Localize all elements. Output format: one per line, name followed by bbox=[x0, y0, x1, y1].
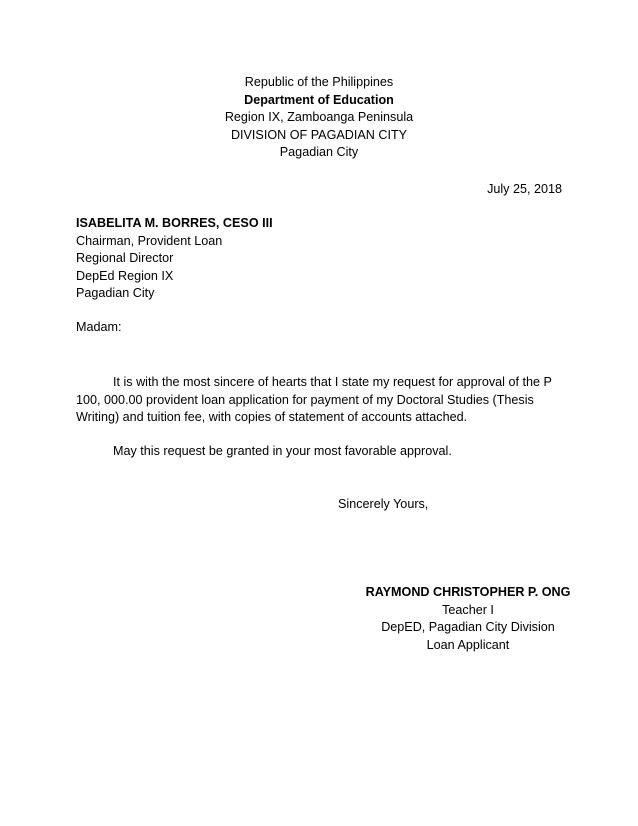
recipient-name: ISABELITA M. BORRES, CESO III bbox=[76, 216, 273, 230]
letterhead-region: Region IX, Zamboanga Peninsula bbox=[224, 110, 414, 125]
recipient-line-2: Regional Director bbox=[76, 251, 174, 266]
signatory-name: RAYMOND CHRISTOPHER P. ONG bbox=[365, 585, 571, 599]
body-paragraph-2: May this request be granted in your most favorable approval. bbox=[113, 444, 452, 458]
recipient-line-3: DepEd Region IX bbox=[76, 268, 174, 283]
letterhead-division: DIVISION OF PAGADIAN CITY bbox=[230, 127, 408, 142]
complimentary-close: Sincerely Yours, bbox=[338, 497, 429, 511]
letterhead bbox=[0, 74, 638, 162]
signatory-office: DepED, Pagadian City Division bbox=[381, 620, 555, 635]
signatory-title: Teacher I bbox=[442, 602, 494, 617]
signatory-role: Loan Applicant bbox=[426, 637, 510, 652]
body-paragraph-1: It is with the most sincere of hearts that I state my request for approval of the P 100, 000.00 provident loan application for payment of my Doctoral Studies (Thesis Writing) and tuition fee, with copies of statement of accounts attached. bbox=[76, 375, 552, 425]
signature-block bbox=[362, 584, 574, 654]
letterhead-department: Department of Education bbox=[244, 92, 394, 107]
salutation: Madam: bbox=[76, 320, 122, 334]
letterhead-republic: Republic of the Philippines bbox=[244, 75, 394, 89]
recipient-line-4: Pagadian City bbox=[76, 286, 155, 301]
letterhead-city: Pagadian City bbox=[279, 145, 359, 160]
recipient-block bbox=[76, 215, 273, 303]
recipient-line-1: Chairman, Provident Loan bbox=[76, 233, 223, 248]
letter-date: July 25, 2018 bbox=[487, 182, 562, 196]
